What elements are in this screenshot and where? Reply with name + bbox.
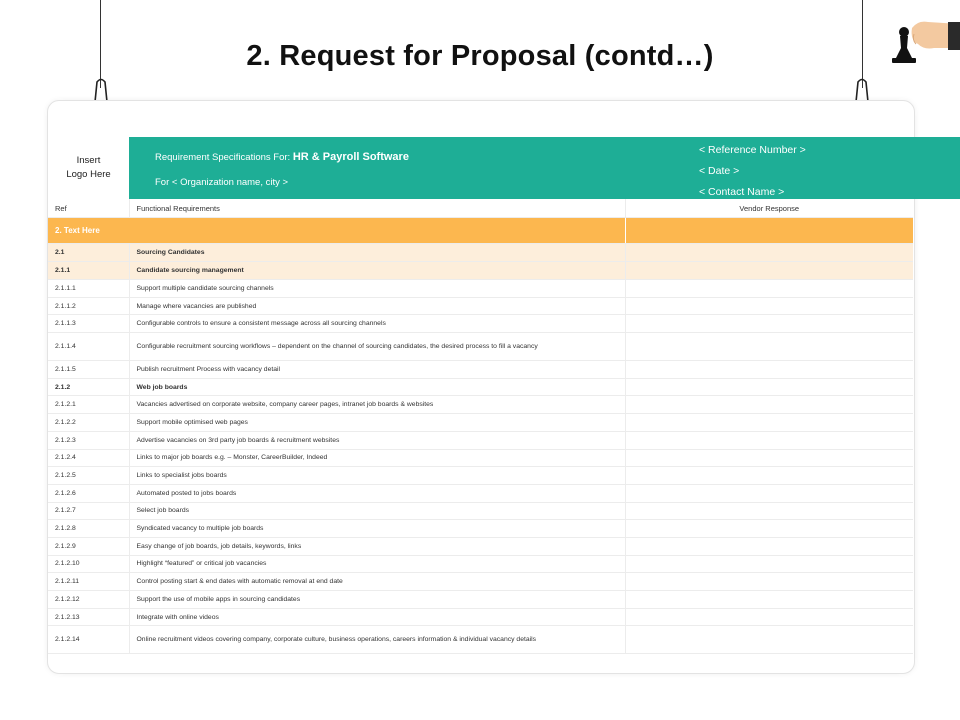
logo-line-2: Logo Here bbox=[66, 169, 111, 180]
requirement-cell: Candidate sourcing management bbox=[129, 262, 625, 280]
vendor-response-cell[interactable] bbox=[625, 244, 913, 262]
ref-cell: 2.1.2.5 bbox=[48, 467, 129, 485]
section-row bbox=[48, 218, 913, 244]
vendor-response-cell[interactable] bbox=[625, 333, 913, 361]
vendor-response-cell[interactable] bbox=[625, 520, 913, 538]
requirement-cell: Publish recruitment Process with vacancy detail bbox=[129, 361, 625, 379]
ref-cell: 2.1.2.3 bbox=[48, 431, 129, 449]
requirement-cell: Online recruitment videos covering company, corporate culture, business operations, careers information & individual vacancy details bbox=[129, 626, 625, 654]
table-row bbox=[48, 280, 913, 298]
requirement-cell: Integrate with online videos bbox=[129, 608, 625, 626]
table-row bbox=[48, 315, 913, 333]
ref-cell: 2.1.1.4 bbox=[48, 333, 129, 361]
ref-cell: 2.1.2.14 bbox=[48, 626, 129, 654]
ref-cell: 2.1.2.7 bbox=[48, 502, 129, 520]
table-row bbox=[48, 467, 913, 485]
vendor-response-cell[interactable] bbox=[625, 573, 913, 591]
requirement-cell: Support multiple candidate sourcing channels bbox=[129, 280, 625, 298]
requirement-cell: Highlight “featured” or critical job vacancies bbox=[129, 555, 625, 573]
requirement-cell: Support the use of mobile apps in sourcing candidates bbox=[129, 591, 625, 609]
vendor-response-cell[interactable] bbox=[625, 396, 913, 414]
requirement-cell: Automated posted to jobs boards bbox=[129, 484, 625, 502]
table-row bbox=[48, 537, 913, 555]
requirement-cell: Easy change of job boards, job details, keywords, links bbox=[129, 537, 625, 555]
requirement-prefix: Requirement Specifications For: bbox=[155, 152, 293, 163]
column-header-functional: Functional Requirements bbox=[129, 199, 625, 218]
vendor-response-cell[interactable] bbox=[625, 280, 913, 298]
table-row bbox=[48, 573, 913, 591]
table-row bbox=[48, 414, 913, 432]
section-vendor-cell[interactable] bbox=[625, 218, 913, 244]
table-row bbox=[48, 396, 913, 414]
requirement-cell: Configurable recruitment sourcing workflows – dependent on the channel of sourcing candidates, the desired process to fill a vacancy bbox=[129, 333, 625, 361]
ref-cell: 2.1.2.13 bbox=[48, 608, 129, 626]
column-header-row bbox=[48, 199, 913, 218]
table-row bbox=[48, 431, 913, 449]
requirement-banner bbox=[129, 137, 960, 199]
ref-cell: 2.1.2.10 bbox=[48, 555, 129, 573]
table-row bbox=[48, 626, 913, 654]
ref-cell: 2.1.2.2 bbox=[48, 414, 129, 432]
vendor-response-cell[interactable] bbox=[625, 626, 913, 654]
table-row bbox=[48, 591, 913, 609]
header-row bbox=[48, 137, 914, 199]
table-row bbox=[48, 378, 913, 396]
requirement-cell: Advertise vacancies on 3rd party job boards & recruitment websites bbox=[129, 431, 625, 449]
requirement-cell: Select job boards bbox=[129, 502, 625, 520]
ref-cell: 2.1.2 bbox=[48, 378, 129, 396]
vendor-response-cell[interactable] bbox=[625, 449, 913, 467]
vendor-response-cell[interactable] bbox=[625, 502, 913, 520]
logo-line-1: Insert bbox=[76, 155, 101, 166]
requirement-spec-line bbox=[155, 151, 409, 163]
requirement-cell: Configurable controls to ensure a consistent message across all sourcing channels bbox=[129, 315, 625, 333]
ref-cell: 2.1.2.11 bbox=[48, 573, 129, 591]
requirement-cell: Links to major job boards e.g. – Monster, CareerBuilder, Indeed bbox=[129, 449, 625, 467]
table-row bbox=[48, 502, 913, 520]
table-row bbox=[48, 449, 913, 467]
reference-block bbox=[699, 140, 806, 203]
requirement-cell: Support mobile optimised web pages bbox=[129, 414, 625, 432]
requirements-table bbox=[48, 199, 913, 654]
requirement-cell: Web job boards bbox=[129, 378, 625, 396]
vendor-response-cell[interactable] bbox=[625, 555, 913, 573]
vendor-response-cell[interactable] bbox=[625, 431, 913, 449]
ref-cell: 2.1.1.5 bbox=[48, 361, 129, 379]
requirement-cell: Manage where vacancies are published bbox=[129, 297, 625, 315]
table-row bbox=[48, 333, 913, 361]
contact-name: < Contact Name > bbox=[699, 186, 785, 198]
requirement-product: HR & Payroll Software bbox=[292, 151, 409, 163]
table-row bbox=[48, 484, 913, 502]
vendor-response-cell[interactable] bbox=[625, 378, 913, 396]
column-header-vendor: Vendor Response bbox=[625, 199, 913, 218]
requirement-cell: Vacancies advertised on corporate website, company career pages, intranet job boards & websites bbox=[129, 396, 625, 414]
ref-cell: 2.1.1.2 bbox=[48, 297, 129, 315]
section-label: 2. Text Here bbox=[48, 218, 625, 244]
reference-number: < Reference Number > bbox=[699, 144, 806, 156]
table-row bbox=[48, 297, 913, 315]
ref-cell: 2.1.2.6 bbox=[48, 484, 129, 502]
vendor-response-cell[interactable] bbox=[625, 361, 913, 379]
vendor-response-cell[interactable] bbox=[625, 484, 913, 502]
ref-cell: 2.1.1 bbox=[48, 262, 129, 280]
column-header-ref: Ref bbox=[48, 199, 129, 218]
vendor-response-cell[interactable] bbox=[625, 467, 913, 485]
ref-cell: 2.1.1.1 bbox=[48, 280, 129, 298]
ref-cell: 2.1.2.8 bbox=[48, 520, 129, 538]
ref-cell: 2.1.2.12 bbox=[48, 591, 129, 609]
ref-cell: 2.1 bbox=[48, 244, 129, 262]
requirement-cell: Syndicated vacancy to multiple job boards bbox=[129, 520, 625, 538]
vendor-response-cell[interactable] bbox=[625, 608, 913, 626]
table-row bbox=[48, 608, 913, 626]
date-field: < Date > bbox=[699, 165, 740, 177]
table-row bbox=[48, 361, 913, 379]
ref-cell: 2.1.2.9 bbox=[48, 537, 129, 555]
ref-cell: 2.1.2.4 bbox=[48, 449, 129, 467]
vendor-response-cell[interactable] bbox=[625, 262, 913, 280]
table-row bbox=[48, 244, 913, 262]
vendor-response-cell[interactable] bbox=[625, 414, 913, 432]
vendor-response-cell[interactable] bbox=[625, 591, 913, 609]
organization-line: For < Organization name, city > bbox=[155, 177, 289, 188]
table-row bbox=[48, 262, 913, 280]
vendor-response-cell[interactable] bbox=[625, 297, 913, 315]
requirement-cell: Control posting start & end dates with automatic removal at end date bbox=[129, 573, 625, 591]
table-row bbox=[48, 555, 913, 573]
requirement-cell: Links to specialist jobs boards bbox=[129, 467, 625, 485]
page-title: 2. Request for Proposal (contd…) bbox=[246, 40, 714, 72]
logo-placeholder[interactable] bbox=[48, 137, 129, 199]
ref-cell: 2.1.2.1 bbox=[48, 396, 129, 414]
vendor-response-cell[interactable] bbox=[625, 315, 913, 333]
vendor-response-cell[interactable] bbox=[625, 537, 913, 555]
table-row bbox=[48, 520, 913, 538]
requirement-cell: Sourcing Candidates bbox=[129, 244, 625, 262]
ref-cell: 2.1.1.3 bbox=[48, 315, 129, 333]
